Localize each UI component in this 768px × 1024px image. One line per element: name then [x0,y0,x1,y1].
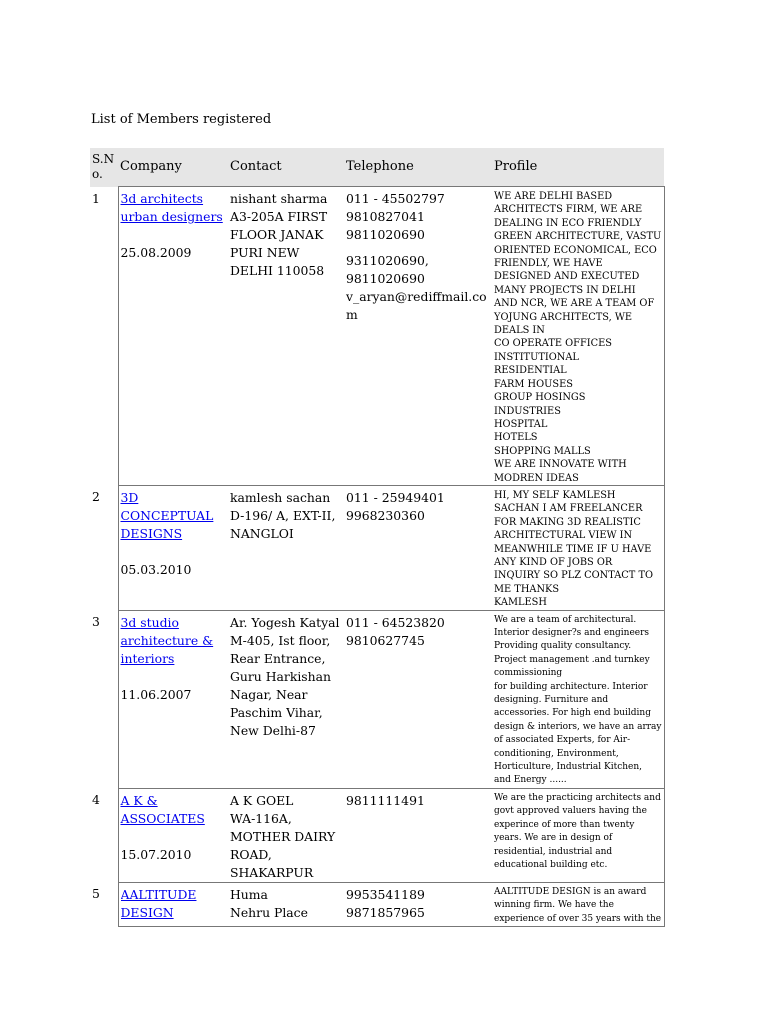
contact-address: WA-116A, MOTHER DAIRY ROAD, SHAKARPUR [230,810,336,880]
telephone-cell [344,788,492,882]
phone-number: 9871857965 [346,904,425,920]
company-link[interactable]: AALTITUDE DESIGN [120,886,197,920]
company-cell [118,882,228,926]
company-cell [118,788,228,882]
row-number: 1 [92,190,100,206]
phone-number: 011 - 25949401 [346,489,445,505]
contact-cell [228,788,344,882]
phone-number: 9810827041 [346,209,425,224]
table-row [90,882,664,926]
row-number: 5 [92,886,100,902]
profile-cell [492,882,664,926]
profile-cell [492,610,664,788]
profile-clip [494,886,662,926]
profile-cell [492,485,664,610]
members-table [90,148,665,927]
registration-date: 15.07.2010 [120,846,192,862]
phone-number: 9811020690 [346,271,425,286]
company-cell [118,610,228,788]
telephone-clip [346,886,490,926]
contact-name: kamlesh sachan [230,489,331,505]
contact-address: Nehru Place [230,904,308,920]
email-address: v_aryan@rediffmail.com [346,289,487,322]
table-row [90,610,664,788]
profile-cell [492,788,664,882]
company-link[interactable]: 3d studio architecture & interiors [120,614,214,666]
telephone-cell [344,610,492,788]
phone-number: 9311020690, [346,253,429,268]
contact-address: M-405, Ist floor, Rear Entrance, Guru Harkishan Nagar, Near Paschim Vihar, New Delhi-87 [230,632,332,738]
company-link[interactable]: A K & ASSOCIATES [120,792,205,826]
contact-address: A3-205A FIRST FLOOR JANAK PURI NEW DELHI 110058 [230,209,328,278]
page-title: List of Members registered [91,112,272,127]
contact-cell [228,610,344,788]
contact-cell [228,485,344,610]
company-cell [118,485,228,610]
contact-name: Huma [230,886,268,902]
header-sno: S.N o. [90,148,118,187]
phone-number: 011 - 64523820 [346,614,445,630]
row-number: 4 [92,792,100,808]
header-telephone: Telephone [344,148,492,187]
table-row [90,485,664,610]
telephone-cell [344,485,492,610]
profile-text: HI, MY SELF KAMLESH SACHAN I AM FREELANCER FOR MAKING 3D REALISTIC ARCHITECTURAL VIEW IN MEANWHILE TIME IF U HAVE ANY KIND OF JOBS OR INQUIRY SO PLZ CONTACT TO ME THANKS KAMLESH [494,489,654,609]
phone-number: 9968230360 [346,507,425,523]
contact-cell [228,882,344,926]
registration-date: 11.06.2007 [120,686,192,702]
contact-cell [228,187,344,486]
company-clip [121,886,227,926]
phone-number: 011 - 45502797 [346,191,445,206]
company-link[interactable]: 3d architects urban designers [120,191,223,224]
phone-number: 9811020690 [346,227,425,242]
contact-name: A K GOEL [230,792,294,808]
profile-text: WE ARE DELHI BASED ARCHITECTS FIRM, WE ARE DEALING IN ECO FRIENDLY GREEN ARCHITECTURE, VASTU ORIENTED ECONOMICAL, ECO FRIENDLY, WE HAVE DESIGNED AND EXECUTED MANY PROJECTS IN DELHI AND NCR, WE ARE A TEAM OF YOJUNG ARCHITECTS, WE DEALS IN CO OPERATE OFFICES INSTITUTIONAL RESIDENTIAL FARM HOUSES GROUP HOSINGS INDUSTRIES HOSPITAL HOTELS SHOPPING MALLS WE ARE INNOVATE WITH MODREN IDEAS [494,191,662,484]
profile-text: We are a team of architectural. Interior designer?s and engineers Providing quality consultancy. Project management .and turnkey commissioning for building architecture. Interior designing. Furniture and accessories. For high end building design & interiors, we have an array of associated Experts, for Air-conditioning, Environment, Horticulture, Industrial Kitchen, and Energy ...... [494,614,662,786]
header-profile: Profile [492,148,664,187]
contact-name: nishant sharma [230,191,328,206]
table-header-row [90,148,664,187]
telephone-cell [344,187,492,486]
registration-date: 05.03.2010 [120,561,192,577]
contact-clip [230,886,342,926]
company-link[interactable]: 3D CONCEPTUAL DESIGNS [120,489,214,541]
contact-name: Ar. Yogesh Katyal [230,614,340,630]
row-number: 3 [92,614,100,630]
phone-number: 9810627745 [346,632,425,648]
profile-cell [492,187,664,486]
registration-date: 25.08.2009 [120,245,192,260]
telephone-cell [344,882,492,926]
company-cell [118,187,228,486]
contact-address: D-196/ A, EXT-II, NANGLOI [230,507,336,541]
row-number: 2 [92,489,100,505]
profile-text: We are the practicing architects and govt approved valuers having the experince of more than twenty years. We are in design of residential, industrial and educational building etc. [494,792,661,870]
table-row [90,187,664,486]
header-contact: Contact [228,148,344,187]
table-row [90,788,664,882]
phone-number: 9953541189 [346,886,425,902]
profile-text: AALTITUDE DESIGN is an award winning firm. We have the experience of over 35 years with the [494,886,662,924]
phone-number: 9811111491 [346,792,425,808]
header-company: Company [118,148,228,187]
